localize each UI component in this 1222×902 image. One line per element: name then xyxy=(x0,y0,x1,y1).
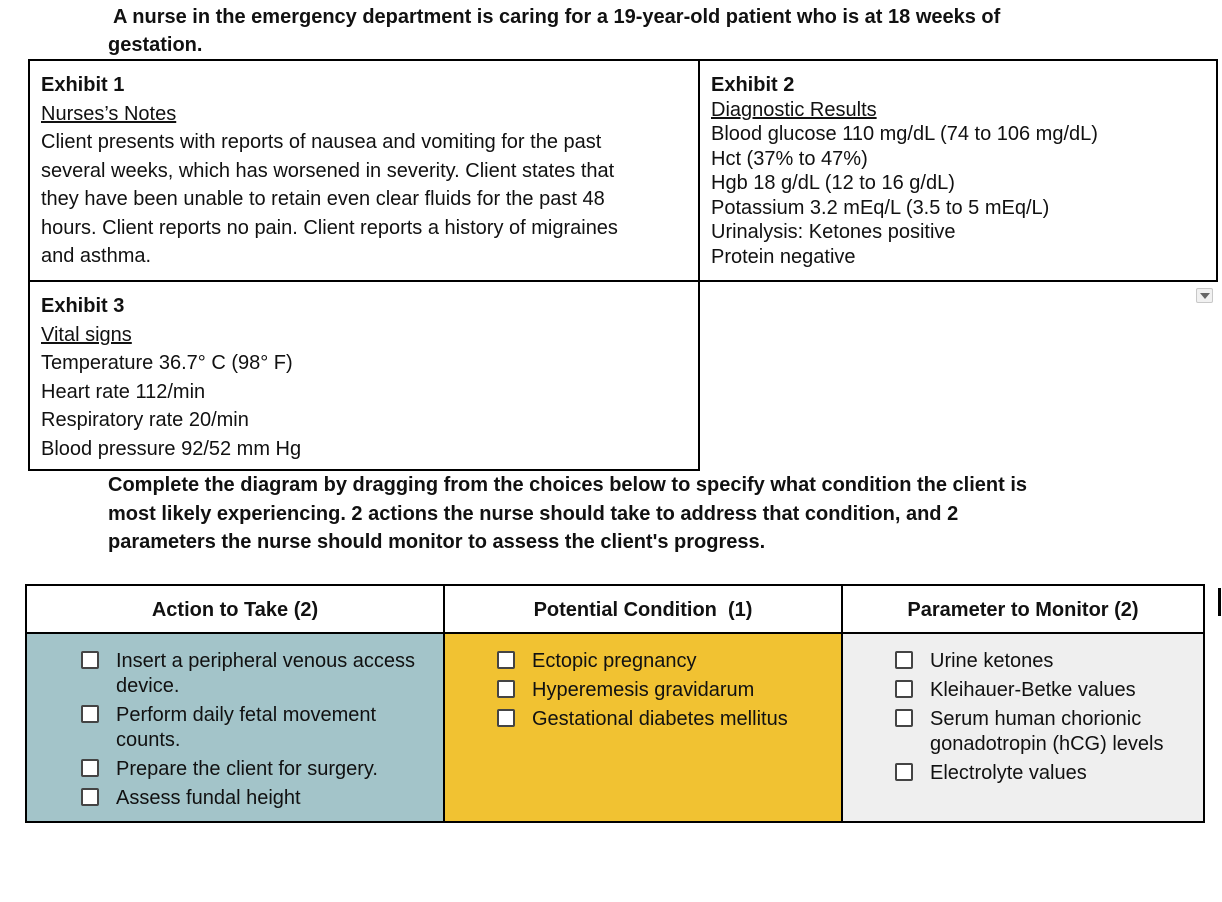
option-label: Perform daily fetal movement counts. xyxy=(116,704,377,751)
exhibit-1-line: and asthma. xyxy=(41,245,152,267)
exhibit-2-line: Hct (37% to 47%) xyxy=(711,147,868,170)
exhibit-1 xyxy=(28,59,700,282)
intro-line-2: gestation. xyxy=(108,34,203,56)
condition-option[interactable] xyxy=(497,649,841,674)
option-label: Assess fundal height xyxy=(116,787,301,809)
condition-option[interactable] xyxy=(497,707,841,732)
option-label: Urine ketones xyxy=(930,650,1054,672)
parameter-option[interactable] xyxy=(895,707,1220,757)
exhibit-3-line: Temperature 36.7° C (98° F) xyxy=(41,352,293,374)
checkbox-icon[interactable] xyxy=(81,759,99,777)
edge-marker xyxy=(1218,588,1221,616)
action-option[interactable] xyxy=(81,703,436,753)
exhibit-1-title: Exhibit 1 xyxy=(41,74,125,96)
parameter-option[interactable] xyxy=(895,678,1220,703)
option-label: Electrolyte values xyxy=(930,762,1087,784)
conditions-column xyxy=(443,586,841,821)
condition-option[interactable] xyxy=(497,678,841,703)
checkbox-icon[interactable] xyxy=(497,709,515,727)
checkbox-icon[interactable] xyxy=(895,680,913,698)
exhibit-2-line: Urinalysis: Ketones positive xyxy=(711,221,956,243)
exhibit-3-subtitle: Vital signs xyxy=(41,323,132,346)
checkbox-icon[interactable] xyxy=(81,651,99,669)
exhibit-2-subtitle: Diagnostic Results xyxy=(711,98,877,121)
checkbox-icon[interactable] xyxy=(497,651,515,669)
checkbox-icon[interactable] xyxy=(81,788,99,806)
exhibit-2 xyxy=(698,59,1218,282)
parameters-header: Parameter to Monitor (2) xyxy=(843,586,1203,634)
instructions xyxy=(108,471,1118,557)
exhibit-3-line: Respiratory rate 20/min xyxy=(41,409,249,431)
action-option[interactable] xyxy=(81,649,436,699)
exhibits-table xyxy=(28,59,1218,471)
exhibit-1-line: Client presents with reports of nausea and vomiting for the past xyxy=(41,131,602,153)
checkbox-icon[interactable] xyxy=(895,709,913,727)
actions-column xyxy=(27,586,443,821)
exhibit-2-line: Potassium 3.2 mEq/L (3.5 to 5 mEq/L) xyxy=(711,196,1050,219)
exhibit-2-line: Protein negative xyxy=(711,245,856,268)
dropdown-arrow-icon[interactable] xyxy=(1196,288,1213,303)
exhibit-3 xyxy=(28,280,700,471)
action-option[interactable] xyxy=(81,757,436,782)
conditions-options xyxy=(445,634,841,821)
exhibit-3-title: Exhibit 3 xyxy=(41,295,125,317)
action-option[interactable] xyxy=(81,786,436,811)
exhibit-2-line: Hgb 18 g/dL (12 to 16 g/dL) xyxy=(711,172,955,194)
checkbox-icon[interactable] xyxy=(81,705,99,723)
exhibit-2-line: Blood glucose 110 mg/dL (74 to 106 mg/dL) xyxy=(711,123,1098,145)
exhibit-1-line: they have been unable to retain even clear fluids for the past 48 xyxy=(41,188,605,210)
parameter-option[interactable] xyxy=(895,649,1220,674)
checkbox-icon[interactable] xyxy=(497,680,515,698)
checkbox-icon[interactable] xyxy=(895,763,913,781)
parameters-options xyxy=(843,634,1203,821)
exhibit-2-title: Exhibit 2 xyxy=(711,74,795,96)
option-label: Serum human chorionic gonadotropin (hCG) levels xyxy=(930,708,1164,755)
instructions-line: parameters the nurse should monitor to assess the client's progress. xyxy=(108,531,766,553)
actions-options xyxy=(27,634,443,821)
exhibit-3-line: Blood pressure 92/52 mm Hg xyxy=(41,437,302,460)
instructions-line: Complete the diagram by dragging from the choices below to specify what condition the client is xyxy=(108,474,1028,496)
exhibit-3-line: Heart rate 112/min xyxy=(41,380,206,403)
exhibit-1-line: several weeks, which has worsened in severity. Client states that xyxy=(41,159,615,182)
option-label: Hyperemesis gravidarum xyxy=(532,679,755,701)
parameters-column xyxy=(841,586,1203,821)
option-label: Prepare the client for surgery. xyxy=(116,758,378,780)
option-label: Ectopic pregnancy xyxy=(532,650,697,672)
option-label: Insert a peripheral venous access device. xyxy=(116,650,416,697)
answer-grid xyxy=(25,584,1205,823)
option-label: Kleihauer-Betke values xyxy=(930,679,1136,701)
exhibit-1-line: hours. Client reports no pain. Client reports a history of migraines xyxy=(41,216,618,239)
checkbox-icon[interactable] xyxy=(895,651,913,669)
option-label: Gestational diabetes mellitus xyxy=(532,708,788,730)
conditions-header: Potential Condition (1) xyxy=(445,586,841,634)
intro-line-1: A nurse in the emergency department is caring for a 19-year-old patient who is at 18 weeks of xyxy=(113,6,1001,28)
exhibit-1-subtitle: Nurses’s Notes xyxy=(41,102,177,125)
instructions-line: most likely experiencing. 2 actions the nurse should take to address that condition, and 2 xyxy=(108,502,959,525)
parameter-option[interactable] xyxy=(895,761,1220,786)
intro-question xyxy=(108,3,1108,59)
actions-header: Action to Take (2) xyxy=(27,586,443,634)
